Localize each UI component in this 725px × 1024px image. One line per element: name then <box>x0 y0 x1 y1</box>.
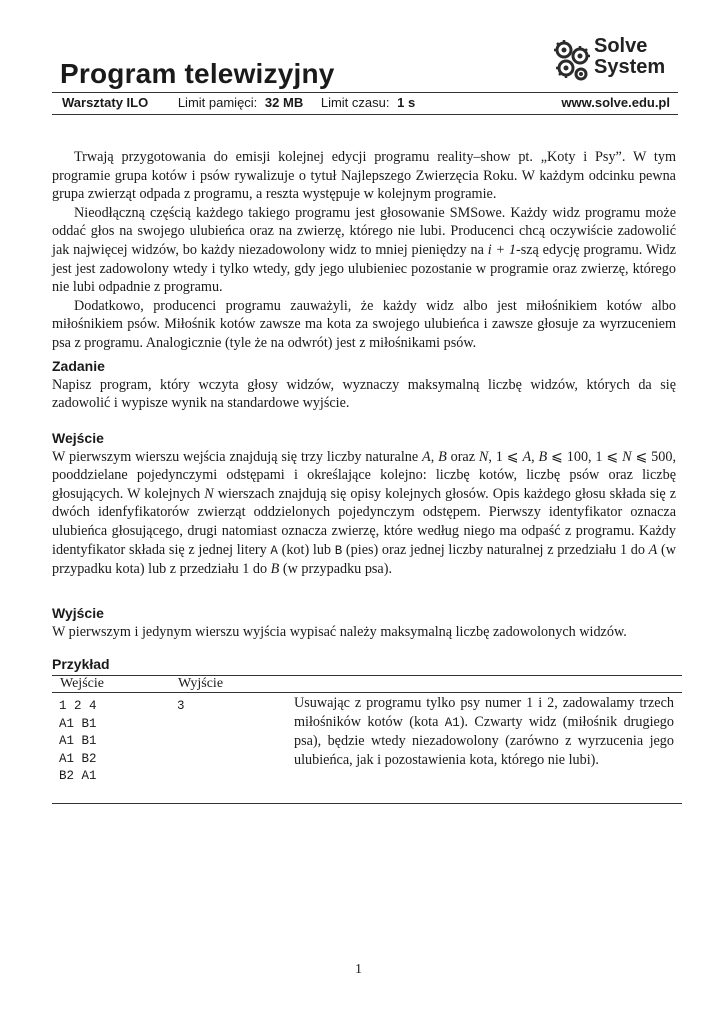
intro-paragraph-2 <box>52 204 676 297</box>
site-url: www.solve.edu.pl <box>561 95 670 110</box>
intro-p2-text-b: -szą edycję programu. Widz jest jest zadowolony wtedy i tylko wtedy, gdy jego ulubieniec pozostanie w programie oraz zwierzę, którego nie lubi odpadnie z programu. <box>52 241 676 296</box>
page-title: Program telewizyjny <box>60 58 335 89</box>
time-limit-value: 1 s <box>397 95 416 110</box>
example-input-block <box>59 698 97 786</box>
time-limit-label: Limit czasu: <box>320 95 390 110</box>
example-input-line: A1 B1 <box>59 734 97 749</box>
problem-statement <box>52 148 676 353</box>
header-bar <box>62 95 670 110</box>
input-text: W pierwszym wierszu wejścia znajdują się trzy liczby naturalne A, B oraz N, 1 ⩽ A, B ⩽ 100, 1 ⩽ N ⩽ 500, pooddzielane pojedynczymi odstępami i określające kolejno: liczbę kotów, liczbę psów oraz liczbę głosujących. W kolejnych N wierszach znajdują się opisy kolejnych głosów. Opis każdego głosu składa się z dwóch idenfyfikatorów zwierząt oddzielonych pojedynczym odstępem. Pierwszy identyfikator oznacza ulubieńca głosującego, drugi natomiast oznacza zwierzę, które według niego ma odpaść z programu. Każdy identyfikator składa się z jednej litery A (kot) lub B (pies) oraz jednej liczby naturalnej z przedziału 1 do A (w przypadku kota) lub z przedziału 1 do B (w przypadku psa). <box>52 448 677 578</box>
example-input-line: 1 2 4 <box>59 699 97 713</box>
intro-p2-math: i + 1 <box>487 241 516 258</box>
header-top-rule <box>52 92 678 93</box>
intro-p2-text-a: Nieodłączną częścią każdego takiego programu jest głosowanie SMSowe. Każdy widz programu może oddać głos na swojego ulubieńca oraz na zwierzę, którego nie lubi. Producenci chcą oczywiście zadowolić jak najwięcej widzów, bo każdy niezadowolony widz to mniej pieniędzy na <box>52 204 676 258</box>
example-header-rule <box>52 692 682 693</box>
example-col-input: Wejście <box>60 676 104 691</box>
intro-paragraph-1: Trwają przygotowania do emisji kolejnej edycji programu reality–show pt. „Koty i Psy”. W tym programie grupa kotów i psów rywalizuje o tytuł Najlepszego Zwierzęcia Roku. W każdym odcinku pewna grupa zwierząt odpada z programu, a reszta występuje w kolejnym programie. <box>52 149 676 203</box>
example-explanation: Usuwając z programu tylko psy numer 1 i 2, zadowalamy trzech miłośników kotów (kota A1). Czwarty widz (miłośnik drugiego psa), będzie wtedy niezadowolony (zarówno z wyrzucenia jego ulubieńca, jak i pozostawienia kota, którego nie lubi). <box>294 695 674 768</box>
intro-paragraph-3: Dodatkowo, producenci programu zauważyli, że każdy widz albo jest miłośnikiem kotów albo miłośnikiem psów. Miłośnik kotów zawsze ma kota za swojego ulubieńca i zawsze głosuje za wyrzuceniem psa z programu. Analogicznie (tyle że na odwrót) jest z miłośnikami psów. <box>52 297 676 351</box>
page-number: 1 <box>355 962 362 977</box>
output-section <box>52 604 676 641</box>
logo-line-2: System <box>594 56 666 78</box>
gears-icon <box>552 38 592 82</box>
solve-system-logo <box>552 36 676 84</box>
example-input-line: A1 B2 <box>59 751 97 766</box>
logo-line-1: Solve <box>594 35 648 57</box>
task-section <box>52 357 676 413</box>
task-heading: Zadanie <box>52 358 105 374</box>
example-top-rule <box>52 675 682 676</box>
input-heading: Wejście <box>52 430 104 446</box>
workshop-name: Warsztaty ILO <box>62 95 149 110</box>
example-output-line: 3 <box>177 699 185 713</box>
header-bottom-rule <box>52 114 678 115</box>
example-input-line: A1 B1 <box>59 716 97 731</box>
task-text: Napisz program, który wczyta głosy widzów, wyznaczy maksymalną liczbę widzów, których da się zadowolić i wypisze wynik na standardowe wyjście. <box>52 376 676 412</box>
output-heading: Wyjście <box>52 605 104 621</box>
example-col-output: Wyjście <box>178 676 224 691</box>
input-section <box>52 429 676 579</box>
example-heading: Przykład <box>52 656 110 672</box>
example-bottom-rule <box>52 803 682 804</box>
example-input-line: B2 A1 <box>59 769 97 784</box>
example-output-block <box>177 698 185 716</box>
output-text: W pierwszym i jedynym wierszu wyjścia wypisać należy maksymalną liczbę zadowolonych widzów. <box>52 623 627 640</box>
memory-limit-label: Limit pamięci: <box>177 95 258 110</box>
memory-limit-value: 32 MB <box>264 95 304 110</box>
